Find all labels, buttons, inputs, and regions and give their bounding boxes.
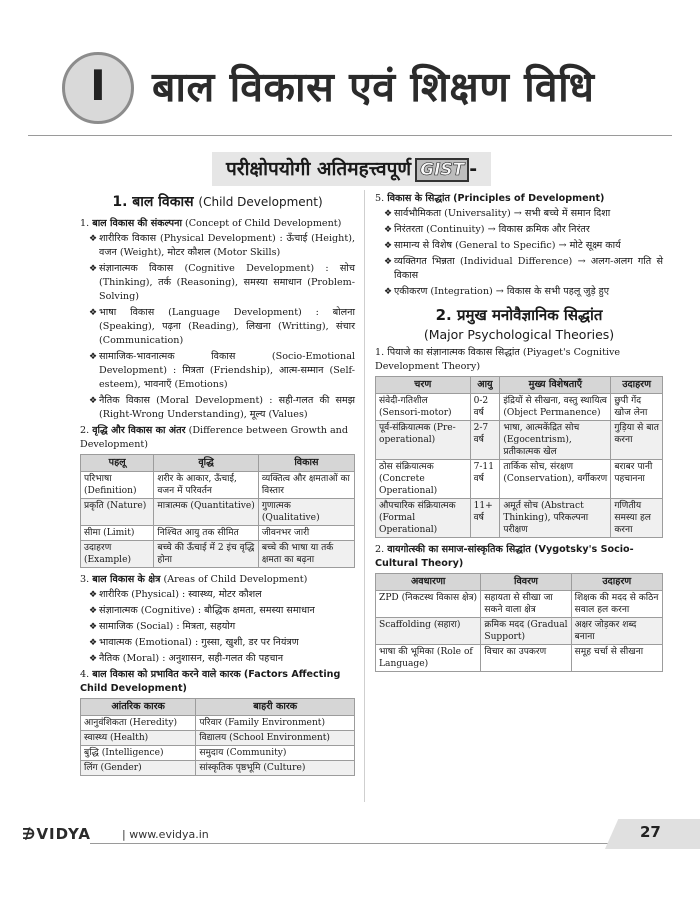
growth-num: 2. bbox=[80, 425, 90, 436]
table-cell: बच्चे की ऊँचाई में 2 इंच वृद्धि होना bbox=[154, 541, 258, 568]
table-row bbox=[81, 716, 355, 731]
table-cell: 11+ वर्ष bbox=[470, 499, 500, 538]
table-cell: विचार का उपकरण bbox=[481, 645, 571, 672]
concept-num: 1. bbox=[80, 218, 90, 229]
list-item: ❖ सामाजिक (Social) : मित्रता, सहयोग bbox=[89, 620, 355, 634]
principles-num: 5. bbox=[375, 193, 385, 204]
table-cell: तार्किक सोच, संरक्षण (Conservation), वर्गीकरण bbox=[500, 460, 611, 499]
piaget-table bbox=[375, 376, 663, 538]
table-cell: स्वास्थ्य (Health) bbox=[81, 731, 196, 746]
principles-heading bbox=[375, 192, 663, 206]
table-cell: भाषा, आत्मकेंद्रित सोच (Egocentrism), प्रतीकात्मक खेल bbox=[500, 421, 611, 460]
table-row bbox=[81, 526, 355, 541]
table-cell: बुद्धि (Intelligence) bbox=[81, 746, 196, 761]
table-cell: समूह चर्चा से सीखना bbox=[571, 645, 662, 672]
brand-mark-icon: ∌ bbox=[22, 825, 37, 843]
page-footer bbox=[0, 815, 700, 855]
vygotsky-table bbox=[375, 573, 663, 672]
factors-title-en: (Factors Affecting Child Development) bbox=[80, 669, 341, 694]
table-row bbox=[81, 746, 355, 761]
column-divider bbox=[364, 190, 365, 802]
areas-title: बाल विकास के क्षेत्र bbox=[92, 574, 161, 585]
table-cell: Scaffolding (सहारा) bbox=[376, 618, 481, 645]
chapter-header bbox=[0, 0, 700, 148]
areas-num: 3. bbox=[80, 574, 90, 585]
table-header: आंतरिक कारक bbox=[81, 699, 196, 716]
table-cell: सांस्कृतिक पृष्ठभूमि (Culture) bbox=[196, 761, 355, 776]
list-item: ❖ भावात्मक (Emotional) : गुस्सा, खुशी, डर पर नियंत्रण bbox=[89, 636, 355, 650]
table-cell: गणितीय समस्या हल करना bbox=[611, 499, 663, 538]
table-cell: शरीर के आकार, ऊँचाई, वजन में परिवर्तन bbox=[154, 472, 258, 499]
section-heading-theories-en: (Major Psychological Theories) bbox=[423, 327, 615, 342]
table-row bbox=[376, 460, 663, 499]
table-cell: समुदाय (Community) bbox=[196, 746, 355, 761]
gist-suffix: - bbox=[469, 158, 478, 180]
table-row bbox=[81, 472, 355, 499]
table-header: आयु bbox=[470, 377, 500, 394]
table-cell: जीवनभर जारी bbox=[258, 526, 354, 541]
right-column bbox=[375, 190, 663, 677]
table-header: बाहरी कारक bbox=[196, 699, 355, 716]
gist-tag: GIST bbox=[415, 158, 469, 182]
table-cell: सीमा (Limit) bbox=[81, 526, 154, 541]
list-item: ❖ नैतिक (Moral) : अनुशासन, सही-गलत की पहचान bbox=[89, 652, 355, 666]
left-column bbox=[80, 190, 355, 781]
chapter-title: बाल विकास एवं शिक्षण विधि bbox=[152, 63, 595, 111]
table-cell: 2-7 वर्ष bbox=[470, 421, 500, 460]
table-header: वृद्धि bbox=[154, 455, 258, 472]
table-cell: इंद्रियों से सीखना, वस्तु स्थायित्व (Object Permanence) bbox=[500, 394, 611, 421]
table-cell: ठोस संक्रियात्मक (Concrete Operational) bbox=[376, 460, 471, 499]
table-row bbox=[376, 394, 663, 421]
table-cell: भाषा की भूमिका (Role of Language) bbox=[376, 645, 481, 672]
table-cell: लिंग (Gender) bbox=[81, 761, 196, 776]
table-cell: परिवार (Family Environment) bbox=[196, 716, 355, 731]
chapter-number: I bbox=[90, 61, 106, 110]
concept-heading bbox=[80, 217, 355, 231]
list-item: ❖ निरंतरता (Continuity) → विकास क्रमिक और निरंतर bbox=[384, 223, 663, 237]
principles-title-en: (Principles of Development) bbox=[453, 193, 605, 204]
table-cell: शिक्षक की मदद से कठिन सवाल हल करना bbox=[571, 591, 662, 618]
growth-title-en: (Difference between Growth and Development) bbox=[80, 425, 348, 450]
table-cell: व्यक्तित्व और क्षमताओं का विस्तार bbox=[258, 472, 354, 499]
list-item: ❖ सामाजिक-भावनात्मक विकास (Socio-Emotional Development) : मित्रता (Friendship), आत्म-सम्मान (Self-esteem), भावनाएँ (Emotions) bbox=[89, 350, 355, 392]
table-cell: छुपी गेंद खोज लेना bbox=[611, 394, 663, 421]
list-item: ❖ संज्ञानात्मक (Cognitive) : बौद्धिक क्षमता, समस्या समाधान bbox=[89, 604, 355, 618]
growth-heading bbox=[80, 424, 355, 452]
table-header: चरण bbox=[376, 377, 471, 394]
website-link[interactable]: | www.evidya.in bbox=[122, 828, 209, 841]
list-item: ❖ शारीरिक विकास (Physical Development) : ऊँचाई (Height), वजन (Weight), मोटर कौशल (Motor Skills) bbox=[89, 232, 355, 260]
page-number: 27 bbox=[640, 823, 661, 841]
factors-title: बाल विकास को प्रभावित करने वाले कारक bbox=[92, 669, 241, 680]
brand-name: VIDYA bbox=[36, 825, 92, 843]
areas-title-en: (Areas of Child Development) bbox=[163, 574, 308, 585]
table-row bbox=[376, 421, 663, 460]
table-cell: प्रकृति (Nature) bbox=[81, 499, 154, 526]
list-item: ❖ व्यक्तिगत भिन्नता (Individual Difference) → अलग-अलग गति से विकास bbox=[384, 255, 663, 283]
piaget-heading bbox=[375, 346, 663, 374]
growth-table bbox=[80, 454, 355, 568]
section-heading-child-development bbox=[80, 192, 355, 211]
table-header: पहलू bbox=[81, 455, 154, 472]
table-cell: विद्यालय (School Environment) bbox=[196, 731, 355, 746]
growth-title: वृद्धि और विकास का अंतर bbox=[92, 425, 186, 436]
principles-title: विकास के सिद्धांत bbox=[387, 193, 451, 204]
table-row bbox=[81, 499, 355, 526]
header-divider bbox=[28, 135, 672, 136]
table-cell: गुणात्मक (Qualitative) bbox=[258, 499, 354, 526]
table-cell: औपचारिक संक्रियात्मक (Formal Operational) bbox=[376, 499, 471, 538]
concept-title-en: (Concept of Child Development) bbox=[185, 218, 342, 229]
section-heading-theories: 2. प्रमुख मनोवैज्ञानिक सिद्धांत bbox=[435, 306, 603, 324]
table-header: उदाहरण bbox=[571, 574, 662, 591]
table-header: अवधारणा bbox=[376, 574, 481, 591]
table-header: विवरण bbox=[481, 574, 571, 591]
chapter-number-badge bbox=[62, 52, 134, 124]
table-cell: आनुवंशिकता (Heredity) bbox=[81, 716, 196, 731]
table-cell: परिभाषा (Definition) bbox=[81, 472, 154, 499]
table-row bbox=[81, 541, 355, 568]
list-item: ❖ भाषा विकास (Language Development) : बोलना (Speaking), पढ़ना (Reading), लिखना (Writting), संचार (Communication) bbox=[89, 306, 355, 348]
footer-divider bbox=[90, 843, 645, 844]
vygotsky-title: वायगोत्स्की का समाज-सांस्कृतिक सिद्धांत (Vygotsky's Socio-Cultural Theory) bbox=[375, 544, 634, 569]
list-item: ❖ नैतिक विकास (Moral Development) : सही-गलत की समझ (Right-Wrong Understanding), मूल्य (Values) bbox=[89, 394, 355, 422]
table-cell: 7-11 वर्ष bbox=[470, 460, 500, 499]
list-item: ❖ शारीरिक (Physical) : स्वास्थ्य, मोटर कौशल bbox=[89, 588, 355, 602]
piaget-title: पियाजे का संज्ञानात्मक विकास सिद्धांत (Piyaget's Cognitive Development Theory) bbox=[375, 347, 621, 372]
table-cell: सहायता से सीखा जा सकने वाला क्षेत्र bbox=[481, 591, 571, 618]
table-cell: मात्रात्मक (Quantitative) bbox=[154, 499, 258, 526]
table-row bbox=[376, 499, 663, 538]
table-cell: बच्चे की भाषा या तर्क क्षमता का बढ़ना bbox=[258, 541, 354, 568]
table-cell: क्रमिक मदद (Gradual Support) bbox=[481, 618, 571, 645]
list-item: ❖ एकीकरण (Integration) → विकास के सभी पहलू जुड़े हुए bbox=[384, 285, 663, 299]
factors-num: 4. bbox=[80, 669, 90, 680]
table-cell: गुड़िया से बात करना bbox=[611, 421, 663, 460]
table-cell: पूर्व-संक्रियात्मक (Pre-operational) bbox=[376, 421, 471, 460]
table-cell: अमूर्त सोच (Abstract Thinking), परिकल्पना परीक्षण bbox=[500, 499, 611, 538]
vygotsky-heading bbox=[375, 543, 663, 571]
gist-banner bbox=[212, 152, 491, 186]
section-heading-text: 1. बाल विकास bbox=[112, 194, 194, 210]
concept-title: बाल विकास की संकल्पना bbox=[92, 218, 182, 229]
section-heading-en: (Child Development) bbox=[198, 195, 323, 209]
table-cell: अक्षर जोड़कर शब्द बनाना bbox=[571, 618, 662, 645]
table-cell: निश्चित आयु तक सीमित bbox=[154, 526, 258, 541]
table-header: मुख्य विशेषताएँ bbox=[500, 377, 611, 394]
list-item: ❖ सार्वभौमिकता (Universality) → सभी बच्चे में समान दिशा bbox=[384, 207, 663, 221]
brand-logo bbox=[22, 825, 91, 843]
table-cell: ZPD (निकटस्थ विकास क्षेत्र) bbox=[376, 591, 481, 618]
vygotsky-num: 2. bbox=[375, 544, 385, 555]
table-row bbox=[376, 645, 663, 672]
areas-heading bbox=[80, 573, 355, 587]
gist-label: परीक्षोपयोगी अतिमहत्त्वपूर्ण bbox=[226, 158, 412, 180]
factors-heading bbox=[80, 668, 355, 696]
table-row bbox=[376, 618, 663, 645]
factors-table bbox=[80, 698, 355, 776]
table-header: विकास bbox=[258, 455, 354, 472]
table-cell: उदाहरण (Example) bbox=[81, 541, 154, 568]
list-item: ❖ सामान्य से विशेष (General to Specific) → मोटे सूक्ष्म कार्य bbox=[384, 239, 663, 253]
table-cell: बराबर पानी पहचानना bbox=[611, 460, 663, 499]
table-cell: संवेदी-गतिशील (Sensori-motor) bbox=[376, 394, 471, 421]
list-item: ❖ संज्ञानात्मक विकास (Cognitive Development) : सोच (Thinking), तर्क (Reasoning), समस्या समाधान (Problem-Solving) bbox=[89, 262, 355, 304]
table-row bbox=[376, 591, 663, 618]
piaget-num: 1. bbox=[375, 347, 385, 358]
table-row bbox=[81, 731, 355, 746]
table-header: उदाहरण bbox=[611, 377, 663, 394]
table-row bbox=[81, 761, 355, 776]
table-cell: 0-2 वर्ष bbox=[470, 394, 500, 421]
